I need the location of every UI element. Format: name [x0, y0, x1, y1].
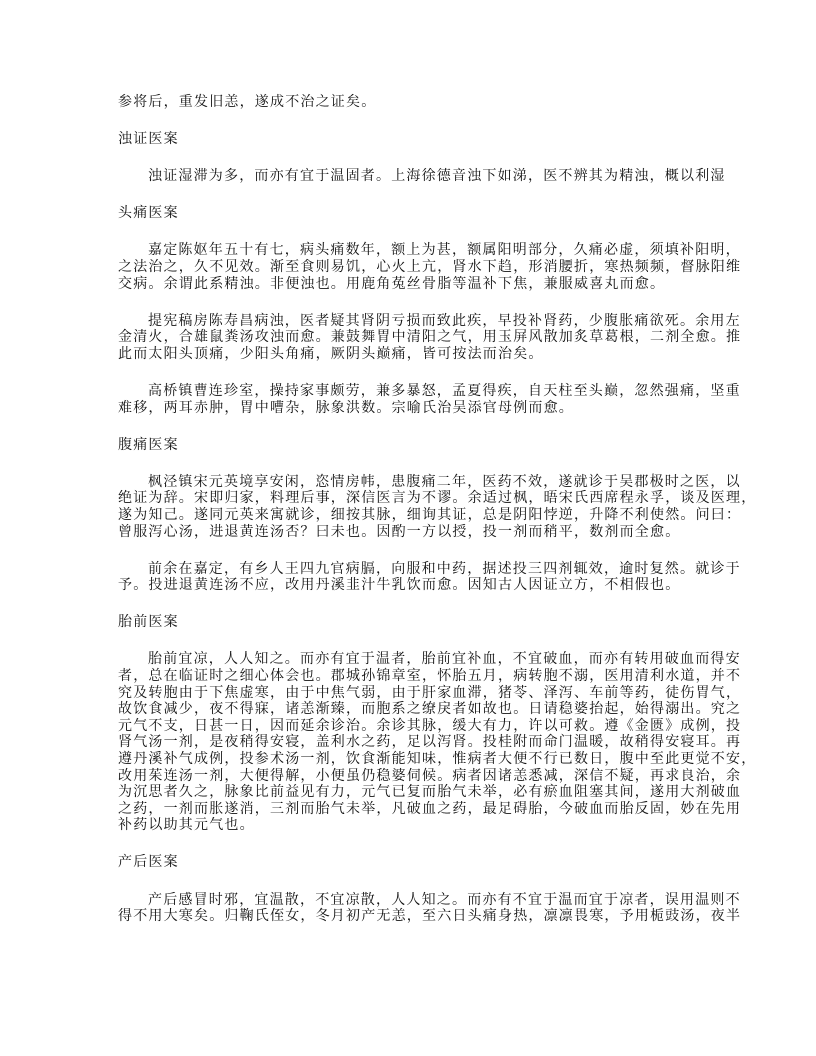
text-line: 金清火，合雄鼠粪汤攻浊而愈。兼鼓舞胃中清阳之气，用玉屏风散加炙草葛根，二剂全愈。推	[118, 329, 742, 346]
text-line: 产后医案	[118, 854, 179, 871]
text-line: 交病。余谓此系精浊。非便浊也。用鹿角菟丝骨脂等温补下焦，兼服威喜丸而愈。	[118, 275, 666, 292]
text-line: 之药，一剂而胀遂消，三剂而胎气未举，凡破血之药，最足碍胎，今破血而胎反固，妙在先用	[118, 800, 742, 817]
text-line: 补药以助其元气也。	[118, 817, 255, 834]
text-line: 元气不支，日甚一日，因而延余诊治。余诊其脉，缓大有力，许以可救。遵《金匮》成例，投	[118, 717, 742, 734]
paragraph	[118, 312, 742, 363]
paragraph	[118, 382, 741, 416]
text-line: 得不用大寒矣。归鞠氏侄女，冬月初产无恙，至六日头痛身热，凛凛畏寒，予用栀豉汤，夜半	[118, 908, 742, 925]
text-line: 胎前医案	[118, 614, 179, 631]
text-line: 头痛医案	[118, 205, 179, 222]
paragraph	[118, 473, 757, 540]
text-line: 遵丹溪补气成例，投参术汤一剂，饮食渐能知味，惟病者大便不行已数日，腹中至此更觉不安，	[118, 750, 757, 767]
text-line: 枫泾镇宋元英境享安闲，恣情房帏，患腹痛二年，医药不效，遂就诊于吴郡极时之医，以	[148, 473, 741, 490]
text-line: 前余在嘉定，有乡人王四九官病膈，向服和中药，据述投三四剂辄效，逾时复然。就诊于	[148, 560, 741, 577]
text-line: 浊证湿滞为多，而亦有宜于温固者。上海徐德音浊下如涕，医不辨其为精浊，概以利湿	[148, 168, 726, 185]
text-line: 参将后，重发旧恙，遂成不治之证矣。	[118, 94, 377, 110]
text-line: 曾服泻心汤，进退黄连汤否？曰未也。因酌一方以授，投一剂而稍平，数剂而全愈。	[118, 523, 681, 540]
text-line: 为沉思者久之，脉象比前益见有力，元气已复而胎气未举，必有瘀血阻塞其间，遂用大剂破血	[118, 784, 742, 801]
section-heading	[118, 614, 702, 631]
paragraph	[118, 168, 726, 185]
paragraph	[118, 242, 742, 292]
paragraph	[118, 560, 741, 594]
text-line: 浊证医案	[118, 131, 179, 148]
text-line: 遂为知己。遂同元英来寓就诊，细按其脉，细询其证，总是阴阳悖逆，升降不利使然。问曰：	[118, 506, 742, 523]
text-line: 绝证为辞。宋即归家，料理后事，深信医言为不谬。余适过枫，晤宋氏西席程永孚，谈及医理，	[118, 490, 757, 507]
text-line: 高桥镇曹连珍室，操持家事颇劳，兼多暴怒，孟夏得疾，自天柱至头巅，忽然强痛，坚重	[148, 382, 741, 399]
text-line: 肾气汤一剂，是夜稍得安寝，盖利水之药，足以泻肾。投桂附而命门温暖，故稍得安寝耳。再	[118, 734, 742, 751]
text-line: 产后感冒时邪，宜温散，不宜凉散，人人知之。而亦有不宜于温而宜于凉者，误用温则不	[148, 891, 741, 908]
text-line: 之法治之，久不见效。渐至食则易饥，心火上亢，肾水下趋，形消腰折，寒热频频，督脉阳维	[118, 258, 742, 275]
paragraph	[118, 651, 757, 834]
text-line: 故饮食减少，夜不得寐，诸恙渐臻，而胞系之缭戾者如故也。日请稳婆抬起，始得溺出。究之	[118, 701, 742, 718]
text-line: 改用茱连汤一剂，大便得解，小便虽仍稳婆伺候。病者因诸恙悉减，深信不疑，再求良治，余	[118, 767, 742, 784]
section-heading	[118, 854, 702, 871]
text-line: 嘉定陈妪年五十有七，病头痛数年，额上为甚，额属阳明部分，久痛必虚，须填补阳明，	[148, 242, 741, 259]
intro-paragraph	[118, 94, 702, 111]
text-line: 提宪稿房陈寿昌病浊，医者疑其肾阴亏损而致此疾，早投补肾药，少腹胀痛欲死。余用左	[148, 312, 741, 329]
text-line: 胎前宜凉，人人知之。而亦有宜于温者，胎前宜补血，不宜破血，而亦有转用破血而得安	[148, 651, 741, 668]
document-page	[118, 94, 757, 945]
section-heading	[118, 437, 702, 454]
text-line: 者，总在临证时之细心体会也。郡城孙锦章室，怀胎五月，病转胞不溺，医用清利水道，并不	[118, 667, 742, 684]
text-line: 究及转胞由于下焦虚寒，由于中焦气弱，由于肝家血滞，猪苓、泽泻、车前等药，徒伤胃气，	[118, 684, 742, 701]
text-line: 难移，两耳赤肿，胃中嘈杂，脉象洪数。宗喻氏治吴添官母例而愈。	[118, 399, 574, 416]
paragraph	[118, 891, 742, 925]
text-line: 腹痛医案	[118, 436, 179, 453]
text-line: 此而太阳头顶痛，少阳头角痛，厥阴头巅痛，皆可按法而治矣。	[118, 345, 544, 362]
section-heading	[118, 131, 702, 148]
text-line: 予。投进退黄连汤不应，改用丹溪韭汁牛乳饮而愈。因知古人因证立方，不相假也。	[118, 577, 681, 594]
section-heading	[118, 205, 702, 222]
